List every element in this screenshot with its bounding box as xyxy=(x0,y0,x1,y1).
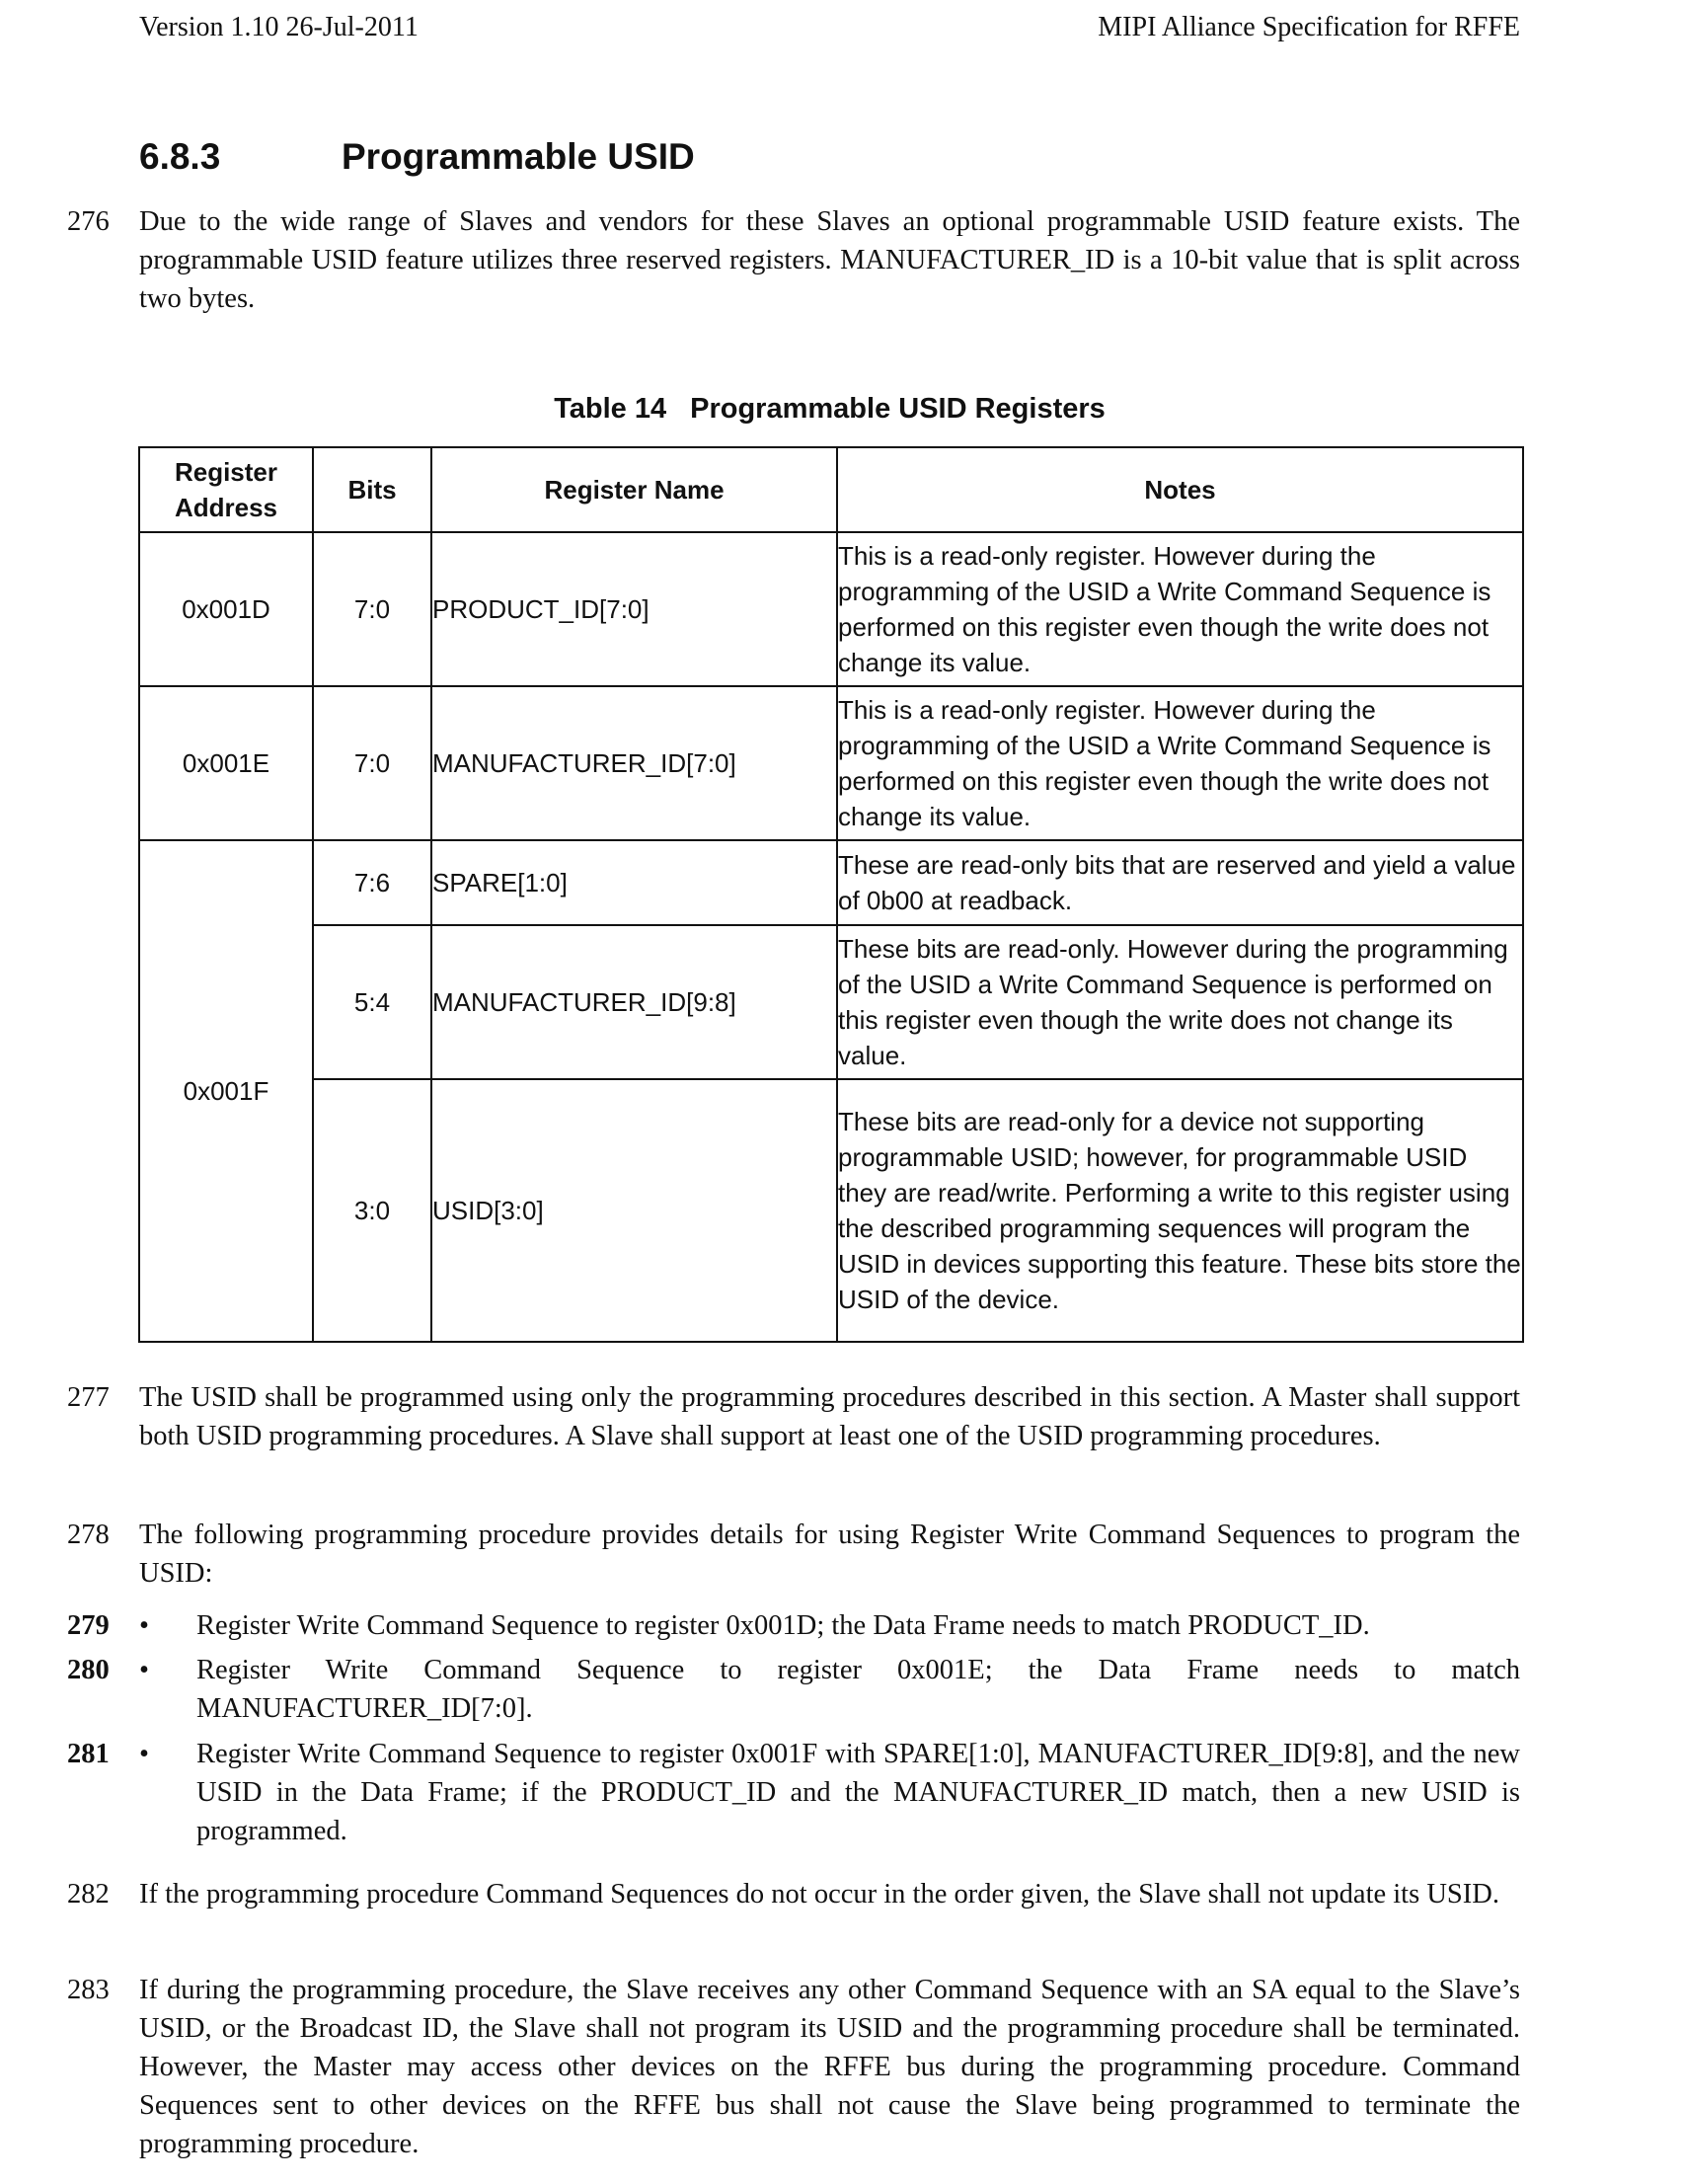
table-row xyxy=(139,840,1523,925)
bullet-marker: • xyxy=(139,1739,149,1769)
header-version: Version 1.10 26-Jul-2011 xyxy=(139,12,419,42)
table-caption xyxy=(139,387,1520,430)
cell-address: 0x001D xyxy=(139,532,313,686)
header-register-name: Register Name xyxy=(431,447,837,532)
paragraph-number: 282 xyxy=(67,1879,110,1910)
bullet-text: Register Write Command Sequence to register 0x001E; the Data Frame needs to match MANUFACTURER_ID[7:0]. xyxy=(196,1655,1520,1724)
cell-notes: These are read-only bits that are reserved and yield a value of 0b00 at readback. xyxy=(837,840,1523,925)
paragraph-278 xyxy=(67,1516,1520,1593)
bullet-280 xyxy=(67,1651,1520,1728)
cell-notes: These bits are read-only. However during the programming of the USID a Write Command Sequence is performed on this register even though the write does not change its value. xyxy=(837,925,1523,1079)
cell-register-name: USID[3:0] xyxy=(431,1079,837,1342)
cell-address: 0x001F xyxy=(139,840,313,1342)
table-row xyxy=(139,686,1523,840)
cell-notes: These bits are read-only for a device not supporting programmable USID; however, for programmable USID they are read/write. Performing a write to this register using the described programming sequences will program the USID in devices supporting this feature. These bits store the USID of the device. xyxy=(837,1079,1523,1342)
bullet-281 xyxy=(67,1735,1520,1850)
cell-bits: 7:6 xyxy=(313,840,431,925)
paragraph-277 xyxy=(67,1378,1520,1455)
header-bits: Bits xyxy=(313,447,431,532)
cell-register-name: PRODUCT_ID[7:0] xyxy=(431,532,837,686)
paragraph-282 xyxy=(67,1875,1520,1913)
cell-register-name: MANUFACTURER_ID[9:8] xyxy=(431,925,837,1079)
cell-bits: 7:0 xyxy=(313,686,431,840)
bullet-marker: • xyxy=(139,1655,149,1685)
bullet-279 xyxy=(67,1606,1520,1645)
paragraph-number: 277 xyxy=(67,1382,110,1413)
running-header xyxy=(139,8,1520,47)
table-header-row xyxy=(139,447,1523,532)
table-title: Programmable USID Registers xyxy=(690,393,1106,425)
section-number: 6.8.3 xyxy=(139,136,221,177)
section-heading xyxy=(139,130,695,184)
cell-notes: This is a read-only register. However during the programming of the USID a Write Command Sequence is performed on this register even though the write does not change its value. xyxy=(837,532,1523,686)
bullet-number: 280 xyxy=(67,1655,110,1685)
bullet-text: Register Write Command Sequence to register 0x001D; the Data Frame needs to match PRODUCT_ID. xyxy=(196,1610,1370,1641)
cell-address: 0x001E xyxy=(139,686,313,840)
table-row xyxy=(139,532,1523,686)
paragraph-text: The USID shall be programmed using only the programming procedures described in this section. A Master shall support both USID programming procedures. A Slave shall support at least one of the USID programming procedures. xyxy=(139,1382,1520,1451)
bullet-text: Register Write Command Sequence to register 0x001F with SPARE[1:0], MANUFACTURER_ID[9:8], and the new USID in the Data Frame; if the PRODUCT_ID and the MANUFACTURER_ID match, then a new USID is programmed. xyxy=(196,1739,1520,1846)
paragraph-number: 283 xyxy=(67,1975,110,2005)
paragraph-text: Due to the wide range of Slaves and vendors for these Slaves an optional programmable USID feature exists. The programmable USID feature utilizes three reserved registers. MANUFACTURER_ID is a 10-bit value that is split across two bytes. xyxy=(139,206,1520,314)
paragraph-number: 276 xyxy=(67,206,110,237)
table-number: Table 14 xyxy=(554,393,667,425)
cell-bits: 3:0 xyxy=(313,1079,431,1342)
paragraph-text: The following programming procedure provides details for using Register Write Command Sequences to program the USID: xyxy=(139,1520,1520,1589)
bullet-number: 279 xyxy=(67,1610,110,1641)
header-spec-title: MIPI Alliance Specification for RFFE xyxy=(1098,12,1520,42)
header-register-address: Register Address xyxy=(139,447,313,532)
cell-register-name: MANUFACTURER_ID[7:0] xyxy=(431,686,837,840)
paragraph-276 xyxy=(67,202,1520,318)
paragraph-text: If during the programming procedure, the Slave receives any other Command Sequence with an SA equal to the Slave’s USID, or the Broadcast ID, the Slave shall not program its USID and the programming procedure shall be terminated. However, the Master may access other devices on the RFFE bus during the programming procedure. Command Sequences sent to other devices on the RFFE bus shall not cause the Slave being programmed to terminate the programming procedure. xyxy=(139,1975,1520,2159)
table-row xyxy=(139,1079,1523,1342)
paragraph-283 xyxy=(67,1971,1520,2163)
bullet-number: 281 xyxy=(67,1739,110,1769)
bullet-marker: • xyxy=(139,1610,149,1641)
register-table xyxy=(138,446,1524,1343)
section-title: Programmable USID xyxy=(342,136,695,177)
cell-notes: This is a read-only register. However during the programming of the USID a Write Command Sequence is performed on this register even though the write does not change its value. xyxy=(837,686,1523,840)
paragraph-text: If the programming procedure Command Sequences do not occur in the order given, the Slave shall not update its USID. xyxy=(139,1879,1499,1910)
cell-bits: 7:0 xyxy=(313,532,431,686)
header-notes: Notes xyxy=(837,447,1523,532)
cell-bits: 5:4 xyxy=(313,925,431,1079)
cell-register-name: SPARE[1:0] xyxy=(431,840,837,925)
table-row xyxy=(139,925,1523,1079)
paragraph-number: 278 xyxy=(67,1520,110,1550)
